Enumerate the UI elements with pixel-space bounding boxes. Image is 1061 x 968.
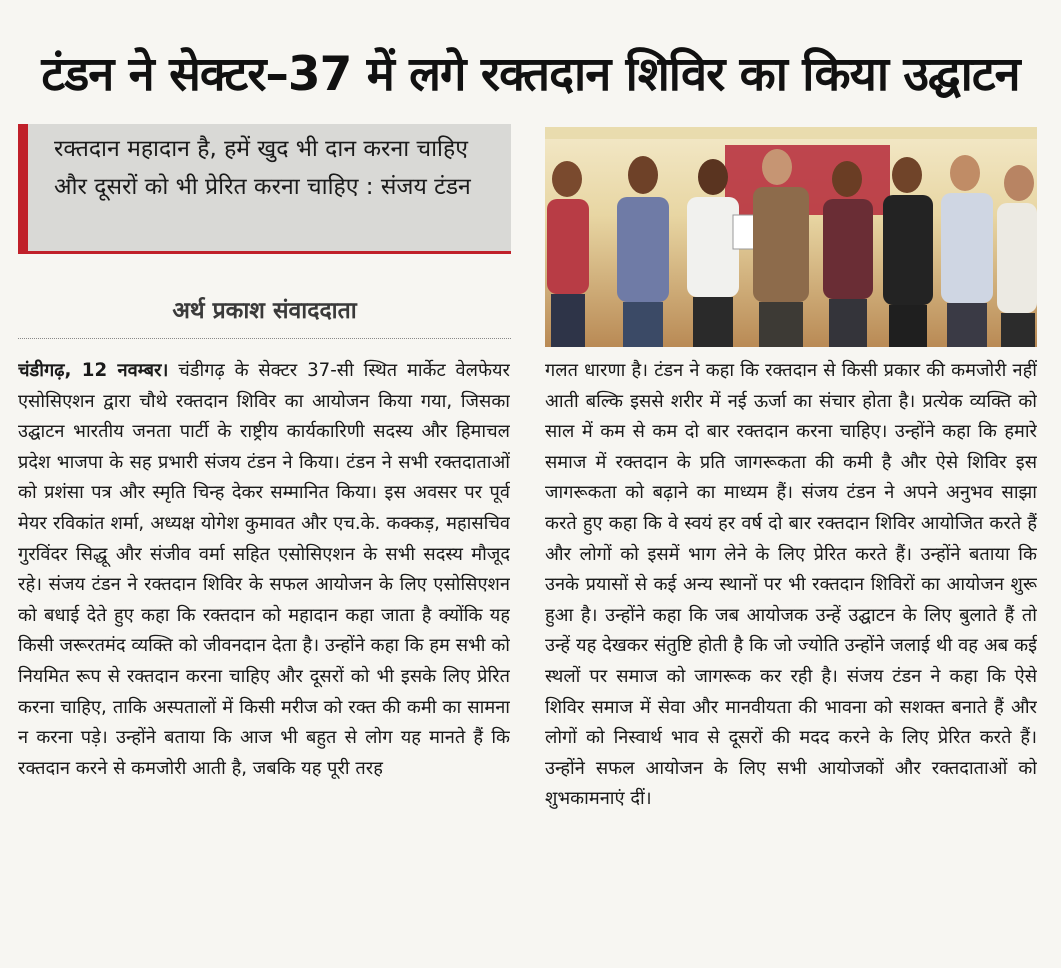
highlight-box: [18, 124, 511, 254]
byline: अर्थ प्रकाश संवाददाता: [172, 298, 357, 324]
article-column-right: [545, 356, 1037, 956]
event-photo: [545, 127, 1037, 347]
event-photo-illustration: [545, 127, 1037, 347]
dateline: चंडीगढ़, 12 नवम्बर।: [18, 360, 169, 381]
article-text-right: गलत धारणा है। टंडन ने कहा कि रक्तदान से किसी प्रकार की कमजोरी नहीं आती बल्कि इससे शरीर में नई ऊर्जा का संचार होता है। प्रत्येक व्यक्ति को साल में कम से कम दो बार रक्तदान करना चाहिए। उन्होंने कहा कि हमारे समाज में रक्तदान के प्रति जागरूकता की कमी है और ऐसे शिविर इस जागरूकता को बढ़ाने का माध्यम हैं। संजय टंडन ने अपने अनुभव साझा करते हुए कहा कि वे स्वयं हर वर्ष दो बार रक्तदान शिविर आयोजित करते हैं और लोगों को इसमें भाग लेने के लिए प्रेरित करते हैं। उन्होंने बताया कि उनके प्रयासों से कई अन्य स्थानों पर भी रक्तदान शिविरों का आयोजन शुरू हुआ है। उन्होंने कहा कि जब आयोजक उन्हें उद्घाटन के लिए बुलाते हैं तो उन्हें यह देखकर संतुष्टि होती है कि जो ज्योति उन्होंने जलाई थी वह अब कई स्थलों पर समाज को जागरूक कर रही है। संजय टंडन ने कहा कि ऐसे शिविर समाज में सेवा और मानवीयता की भावना को सशक्त बनाते हैं और लोगों को निस्वार्थ भाव से दूसरों की मदद करने के लिए प्रेरित करते हैं। उन्होंने सफल आयोजन के लिए सभी आयोजकों और रक्तदाताओं को शुभकामनाएं दीं।: [545, 360, 1037, 810]
article-text-left: चंडीगढ़ के सेक्टर 37-सी स्थित मार्केट वेलफेयर एसोसिएशन द्वारा चौथे रक्तदान शिविर का आयोजन किया गया, जिसका उद्घाटन भारतीय जनता पार्टी के राष्ट्रीय कार्यकारिणी सदस्य और हिमाचल प्रदेश भाजपा के सह प्रभारी संजय टंडन ने किया। टंडन ने सभी रक्तदाताओं को प्रशंसा पत्र और स्मृति चिन्ह देकर सम्मानित किया। इस अवसर पर पूर्व मेयर रविकांत शर्मा, अध्यक्ष योगेश कुमावत और एच.के. कक्कड़, महासचिव गुरविंदर सिद्धू और संजीव वर्मा सहित एसोसिएशन के सभी सदस्य मौजूद रहे। संजय टंडन ने रक्तदान शिविर के सफल आयोजन के लिए एसोसिएशन को बधाई देते हुए कहा कि रक्तदान को महादान कहा जाता है क्योंकि यह किसी जरूरतमंद व्यक्ति को जीवनदान देता है। उन्होंने कहा कि हम सभी को नियमित रूप से रक्तदान करना चाहिए और दूसरों को भी इसके लिए प्रेरित करना चाहिए, ताकि अस्पतालों में किसी मरीज को रक्त की कमी का सामना न करना पड़े। उन्होंने बताया कि आज भी बहुत से लोग यह मानते हैं कि रक्तदान करने से कमजोरी आती है, जबकि यह पूरी तरह: [18, 360, 510, 779]
highlight-quote: रक्तदान महादान है, हमें खुद भी दान करना चाहिए और दूसरों को भी प्रेरित करना चाहिए : संजय टंडन: [54, 136, 471, 200]
byline-divider: [18, 338, 511, 339]
article-column-left: [18, 356, 510, 956]
headline: टंडन ने सेक्टर–37 में लगे रक्तदान शिविर का किया उद्घाटन: [41, 47, 1020, 102]
